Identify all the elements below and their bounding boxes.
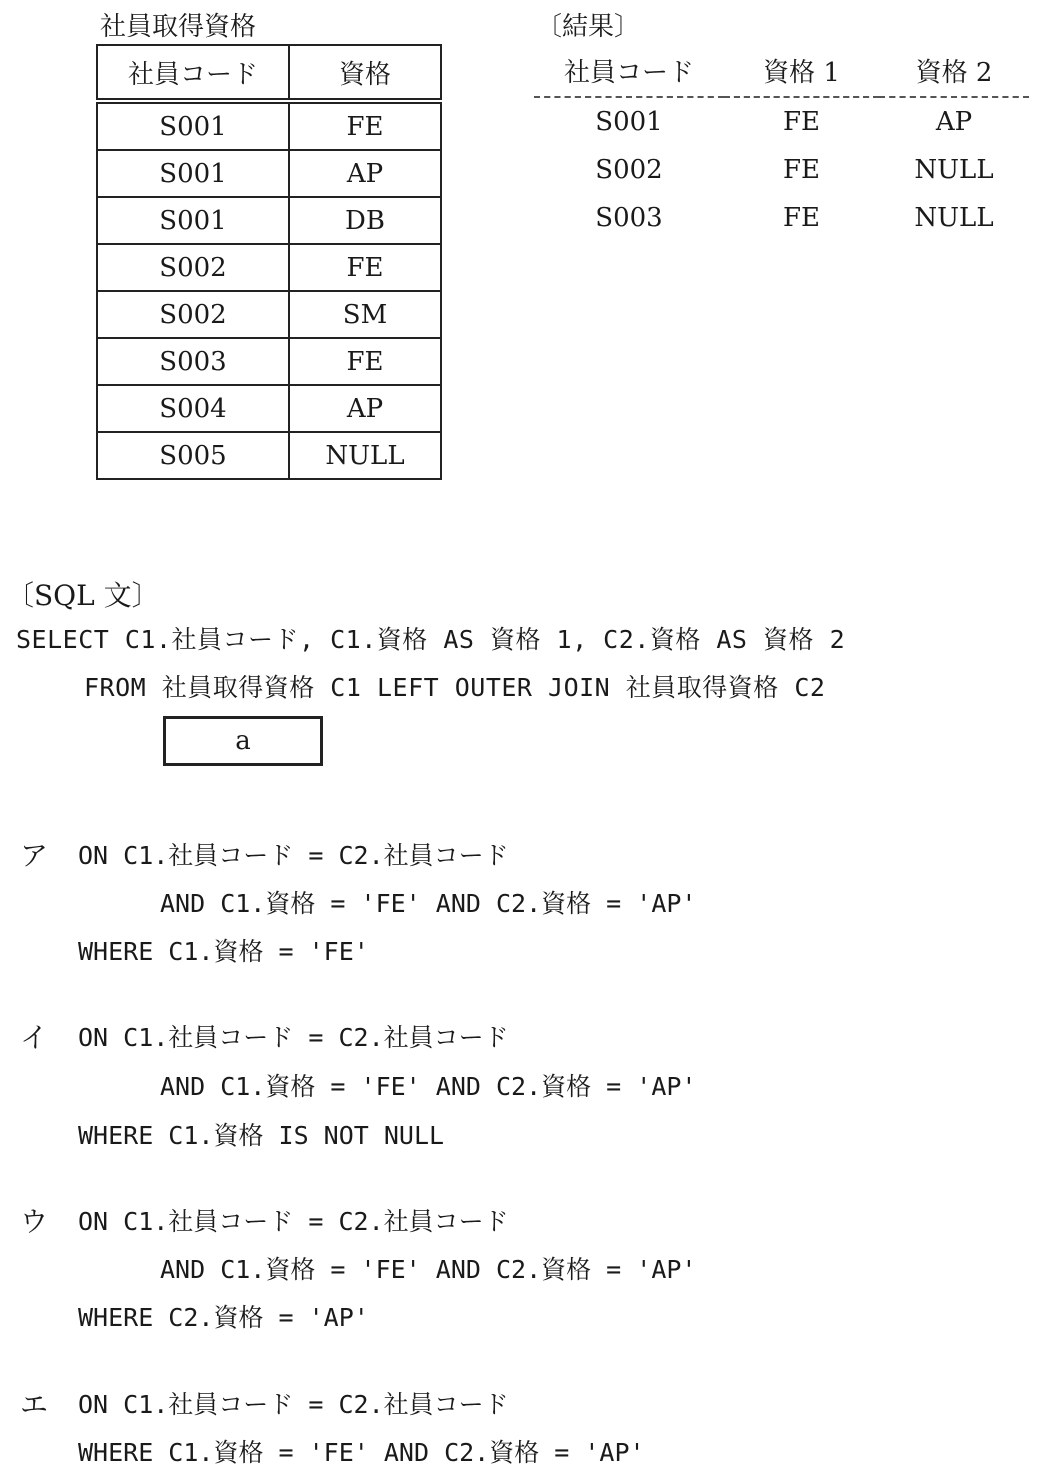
cell: S003 xyxy=(97,338,289,385)
table-row xyxy=(97,244,441,291)
option-i-line-3: WHERE C1.資格 IS NOT NULL xyxy=(78,1121,445,1150)
option-a-line-3: WHERE C1.資格 = 'FE' xyxy=(78,937,369,966)
cell: S002 xyxy=(595,155,663,185)
table-header-qualification: 資格 xyxy=(289,45,441,101)
table-row xyxy=(97,150,441,197)
cell: S004 xyxy=(97,385,289,432)
cell: AP xyxy=(289,150,441,197)
cell: S002 xyxy=(97,291,289,338)
cell: S001 xyxy=(97,101,289,150)
cell: S005 xyxy=(97,432,289,479)
option-u-mark: ウ xyxy=(20,1205,49,1238)
option-a-mark: ア xyxy=(20,839,49,872)
option-u-line-2: AND C1.資格 = 'FE' AND C2.資格 = 'AP' xyxy=(160,1255,697,1284)
cell: AP xyxy=(289,385,441,432)
option-i-line-2: AND C1.資格 = 'FE' AND C2.資格 = 'AP' xyxy=(160,1072,697,1101)
cell: S001 xyxy=(595,107,663,137)
table-row xyxy=(97,432,441,479)
option-e-line-2: WHERE C1.資格 = 'FE' AND C2.資格 = 'AP' xyxy=(78,1438,645,1467)
table-row xyxy=(97,101,441,150)
cell: S002 xyxy=(97,244,289,291)
sql-title: 〔SQL 文〕 xyxy=(6,579,160,612)
table-row xyxy=(97,291,441,338)
table-header-employee-code: 社員コード xyxy=(97,45,289,101)
cell: SM xyxy=(289,291,441,338)
cell: FE xyxy=(782,107,821,137)
option-e-line-1: ON C1.社員コード = C2.社員コード xyxy=(78,1390,509,1419)
cell: S003 xyxy=(595,203,663,233)
cell: FE xyxy=(289,338,441,385)
cell: S001 xyxy=(97,150,289,197)
sql-select-line: SELECT C1.社員コード, C1.資格 AS 資格 1, C2.資格 AS 資格 2 xyxy=(16,625,846,654)
option-e-mark: エ xyxy=(20,1388,49,1421)
result-header-qualification-1: 資格 1 xyxy=(724,44,879,97)
option-i-line-1: ON C1.社員コード = C2.社員コード xyxy=(78,1023,509,1052)
option-i-mark: イ xyxy=(20,1021,49,1054)
option-a-line-1: ON C1.社員コード = C2.社員コード xyxy=(78,841,509,870)
table-row xyxy=(534,146,1029,194)
option-a-line-2: AND C1.資格 = 'FE' AND C2.資格 = 'AP' xyxy=(160,889,697,918)
sql-from-line: FROM 社員取得資格 C1 LEFT OUTER JOIN 社員取得資格 C2 xyxy=(84,673,826,702)
cell: FE xyxy=(782,155,821,185)
cell: NULL xyxy=(914,155,994,185)
table-row xyxy=(534,97,1029,146)
cell: FE xyxy=(289,101,441,150)
table-row xyxy=(97,338,441,385)
cell: NULL xyxy=(914,203,994,233)
cell: NULL xyxy=(289,432,441,479)
cell: S001 xyxy=(97,197,289,244)
table-row xyxy=(97,197,441,244)
left-table-title: 社員取得資格 xyxy=(100,12,257,42)
result-header-qualification-2: 資格 2 xyxy=(879,44,1029,97)
result-table-title: 〔結果〕 xyxy=(536,12,641,42)
blank-a-box: a xyxy=(163,716,323,766)
result-table xyxy=(534,44,1029,242)
cell: DB xyxy=(289,197,441,244)
cell: FE xyxy=(289,244,441,291)
table-row xyxy=(97,385,441,432)
employee-qualification-table xyxy=(96,44,442,480)
cell: AP xyxy=(935,107,973,137)
table-row xyxy=(534,194,1029,242)
option-u-line-1: ON C1.社員コード = C2.社員コード xyxy=(78,1207,509,1236)
option-u-line-3: WHERE C2.資格 = 'AP' xyxy=(78,1303,369,1332)
cell: FE xyxy=(782,203,821,233)
result-header-employee-code: 社員コード xyxy=(534,44,724,97)
